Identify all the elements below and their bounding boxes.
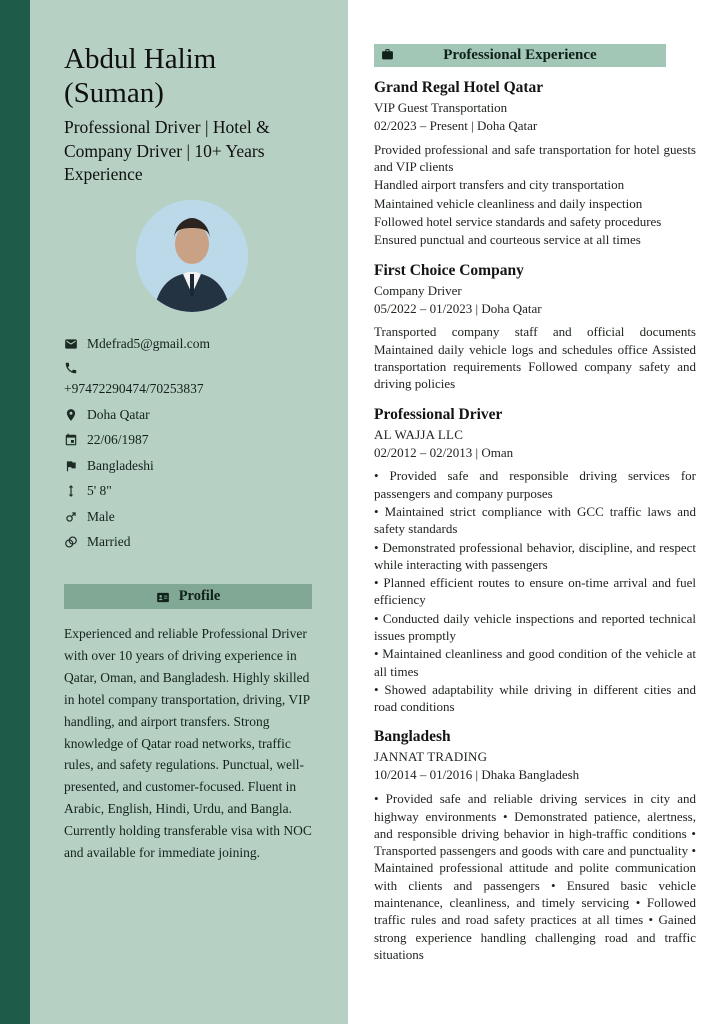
job-4-company: JANNAT TRADING — [374, 749, 488, 765]
marital-rings-icon — [64, 535, 78, 549]
job-2-period: 05/2022 – 01/2023 | Doha Qatar — [374, 300, 542, 316]
job-3-heading: Professional Driver — [374, 405, 503, 423]
id-card-icon — [156, 590, 170, 604]
job-4-period: 10/2014 – 01/2016 | Dhaka Bangladesh — [374, 767, 580, 783]
job-duty: • Showed adaptability while driving in different cities and road conditions — [374, 681, 696, 715]
job-1-role: VIP Guest Transportation — [374, 100, 508, 115]
contact-location — [64, 407, 320, 423]
left-accent-strip — [0, 0, 30, 1024]
job-2-heading: First Choice Company — [374, 261, 524, 279]
job-entry-3 — [374, 406, 696, 716]
candidate-title: Professional Driver | Hotel & Company Driver | 10+ Years Experience — [64, 117, 270, 184]
contact-height-text: 5' 8" — [87, 483, 112, 499]
experience-column — [348, 0, 724, 1024]
profile-summary: Experienced and reliable Professional Driver with over 10 years of driving experience in Qatar, Oman, and Bangladesh. Highly skilled in hotel company transportation, driving, VIP handling, and airport transfers. Strong knowledge of Qatar road networks, traffic rules, and safety regulations. Punctual, well-presented, and customer-focused. Fluent in Arabic, English, Hindi, Urdu, and Bangla. Currently holding transferable visa with NOC and available for immediate joining. — [64, 626, 312, 860]
job-entry-1 — [374, 79, 696, 249]
contact-birthdate — [64, 432, 320, 448]
experience-header-label: Professional Experience — [443, 47, 597, 63]
calendar-icon — [64, 433, 78, 447]
job-4-heading: Bangladesh — [374, 728, 451, 746]
phone-icon — [64, 361, 78, 375]
flag-icon — [64, 459, 78, 473]
contact-gender-text: Male — [87, 508, 115, 524]
job-duty: Handled airport transfers and city transportation — [374, 177, 625, 193]
job-3-company: AL WAJJA LLC — [374, 426, 464, 442]
job-duty: Ensured punctual and courteous service at all times — [374, 232, 641, 248]
contact-phone — [64, 361, 320, 397]
job-duty: • Maintained cleanliness and good condition of the vehicle at all times — [374, 646, 696, 679]
job-duty: Provided professional and safe transportation for hotel guests and VIP clients — [374, 141, 696, 175]
contact-nationality-text: Bangladeshi — [87, 457, 154, 473]
email-icon — [64, 337, 78, 351]
job-3-description — [374, 467, 696, 715]
gender-icon — [64, 510, 78, 524]
profile-photo — [136, 200, 248, 312]
contact-nationality — [64, 458, 320, 474]
job-duty: • Maintained strict compliance with GCC traffic laws and safety standards — [374, 504, 696, 537]
job-duty: Transported company staff and official documents Maintained daily vehicle logs and schedules office Assisted transportation requirements Followed company safety and driving policies — [374, 324, 696, 392]
photo-container — [64, 200, 320, 312]
contact-phone-text: +97472290474/70253837 — [64, 381, 204, 397]
job-1-period: 02/2023 – Present | Doha Qatar — [374, 117, 538, 133]
profile-section-header — [64, 584, 312, 609]
job-2-description — [374, 323, 696, 392]
contact-list — [64, 336, 320, 551]
job-4-description — [374, 790, 696, 963]
profile-header-label: Profile — [178, 588, 221, 605]
job-3-period: 02/2012 – 02/2013 | Oman — [374, 444, 514, 460]
height-icon — [64, 484, 78, 498]
contact-marital-text: Married — [87, 534, 131, 550]
job-entry-2 — [374, 262, 696, 393]
briefcase-icon — [381, 48, 395, 62]
sidebar — [30, 0, 348, 1024]
contact-email — [64, 336, 320, 352]
candidate-name: Abdul Halim (Suman) — [64, 43, 217, 110]
job-duty: Followed hotel service standards and safety procedures — [374, 214, 662, 229]
job-duty: Maintained vehicle cleanliness and daily inspection — [374, 195, 643, 211]
job-duty: • Provided safe and reliable driving services in city and highway environments • Demonstrated patience, alertness, and responsible driving behavior in high-traffic conditions • Transported passengers and goods with care and punctuality • Maintained professional attitude and polite communication with clients and passengers • Ensured basic vehicle maintenance, cleanliness, and timely servicing • Followed traffic rules and road safety practices at all times • Gained strong experience handling challenging road and traffic situations — [374, 791, 696, 962]
experience-section-header — [374, 44, 666, 67]
contact-marital-status — [64, 534, 320, 550]
job-entry-4 — [374, 728, 696, 963]
contact-email-text: Mdefrad5@gmail.com — [87, 335, 211, 351]
contact-height — [64, 483, 320, 499]
job-1-heading: Grand Regal Hotel Qatar — [374, 79, 544, 96]
location-icon — [64, 408, 78, 422]
job-duty: • Provided safe and responsible driving services for passengers and company purposes — [374, 468, 696, 501]
contact-gender — [64, 509, 320, 525]
job-duty: • Conducted daily vehicle inspections and reported technical issues promptly — [374, 610, 696, 643]
job-1-description — [374, 141, 696, 249]
person-portrait-graphic — [136, 200, 248, 312]
job-duty: • Demonstrated professional behavior, discipline, and respect while interacting with passengers — [374, 539, 696, 572]
job-duty: • Planned efficient routes to ensure on-time arrival and fuel efficiency — [374, 575, 696, 608]
contact-birthdate-text: 22/06/1987 — [87, 432, 149, 448]
job-2-role: Company Driver — [374, 282, 462, 298]
contact-location-text: Doha Qatar — [87, 406, 150, 422]
